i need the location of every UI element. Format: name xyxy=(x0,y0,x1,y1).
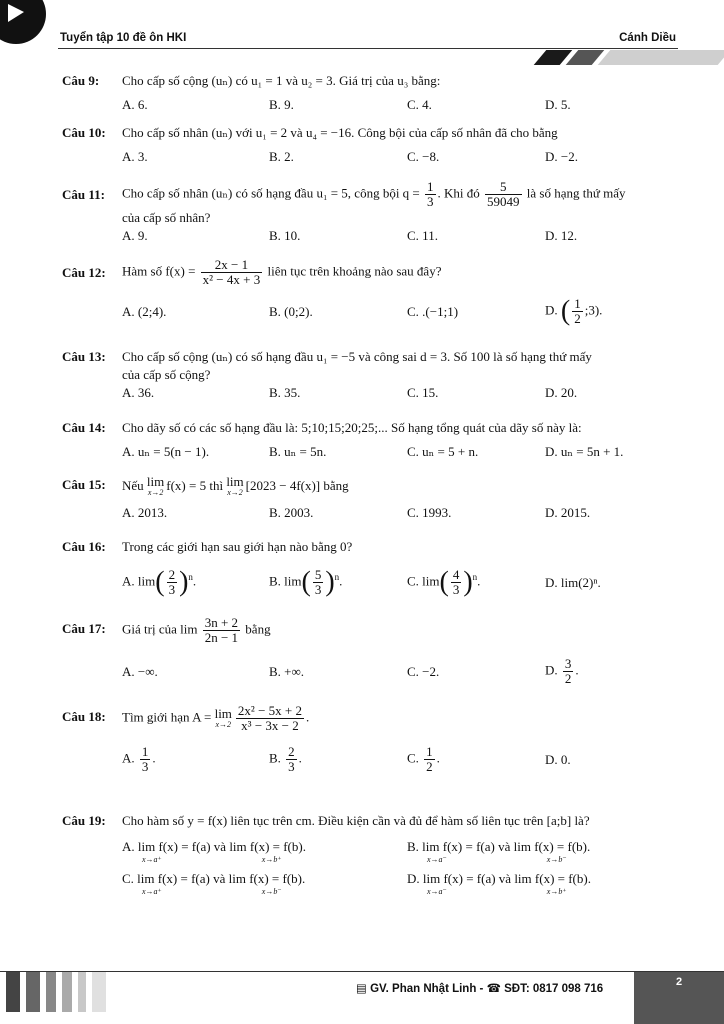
option-d[interactable]: D. −2. xyxy=(545,149,578,164)
option-c[interactable]: C. 15. xyxy=(407,385,439,400)
option-c[interactable]: C. lim( $\frac{4}{3}$ )$^n$. xyxy=(407,566,481,598)
question-text: Cho dãy số có các số hạng đầu là: 5;10;15;20;25;... Số hạng tổng quát của dãy số này là: xyxy=(122,420,582,435)
question-14: Câu 14: Cho dãy số có các số hạng đầu là: 5;10;15;20;25;... Số hạng tổng quát của dãy số này là: A. uₙ = 5(n − 1). B. uₙ = 5n. C. uₙ = 5 + n. D. uₙ = 5n + 1. xyxy=(62,419,684,461)
option-a[interactable]: A. lim( $\frac{2}{3}$ )$^n$. xyxy=(122,566,197,598)
option-a[interactable]: A. $\frac{1}{3}$ . xyxy=(122,744,156,774)
question-text: Cho cấp số nhân (uₙ) với u₁ = 2 và u₄ = −16. Công bội của cấp số nhân đã cho bằng xyxy=(122,125,558,140)
option-c[interactable]: C. 11. xyxy=(407,228,438,243)
option-a[interactable]: A. (2;4). xyxy=(122,304,167,319)
footer-contact: ▤ GV. Phan Nhật Linh - ☎ SĐT: 0817 098 716 xyxy=(356,983,604,995)
option-c[interactable]: C. −8. xyxy=(407,149,440,164)
question-13: Câu 13: Cho cấp số cộng (uₙ) có số hạng đầu u₁ = −5 và công sai d = 3. Số 100 là số hạng thứ mấy của cấp số cộng? A. 36. B. 35. C. 15. D. 20. xyxy=(62,348,684,402)
question-text: Trong các giới hạn sau giới hạn nào bằng 0? xyxy=(122,539,353,554)
header-series: Cánh Diều xyxy=(619,32,676,44)
question-text: Cho cấp số cộng (uₙ) có số hạng đầu u₁ = −5 và công sai d = 3. Số 100 là số hạng thứ mấy xyxy=(122,349,592,364)
question-text: Hàm số f(x) = $\frac{2x - 1}{\text{x² − 4x + 3}}$ liên tục trên khoảng nào sau đây? xyxy=(122,257,442,287)
question-text: Cho cấp số cộng (uₙ) có u₁ = 1 và u₂ = 3. Giá trị của u₃ bằng: xyxy=(122,73,441,88)
option-d[interactable]: D. 2015. xyxy=(545,505,591,520)
document-icon: ▤ xyxy=(356,983,367,995)
option-d[interactable]: D. 12. xyxy=(545,228,578,243)
option-b[interactable]: B. 2. xyxy=(269,149,294,164)
option-a[interactable]: A. −∞. xyxy=(122,664,158,679)
question-9: Câu 9: Cho cấp số cộng (uₙ) có u₁ = 1 và u₂ = 3. Giá trị của u₃ bằng: A. 6. B. 9. C. 4. D. 5. xyxy=(62,72,684,114)
option-c[interactable]: C. uₙ = 5 + n. xyxy=(407,444,479,459)
header-logo xyxy=(0,0,46,44)
question-18: Câu 18: Tìm giới hạn A = lim x→2 $\frac{\text{2x² − 5x + 2}}{\text{x³ − 3x − 2}}$ . A. $\frac{1}{3}$ . B. $\frac{2}{3}$ . C. $\frac{1}{2}$ . D. 0. xyxy=(62,704,684,773)
option-c[interactable]: C. lim f(x) = f(a) và lim f(x) = f(b). x→a⁺ x→b⁻ xyxy=(122,871,306,896)
option-b[interactable]: B. 35. xyxy=(269,385,301,400)
option-c[interactable]: C. −2. xyxy=(407,664,440,679)
option-d[interactable]: D. ( $\frac{1}{2}$ ;3). xyxy=(545,295,603,327)
question-text: Giá trị của lim $\frac{3n + 2}{2n - 1}$ bằng xyxy=(122,615,271,645)
option-d[interactable]: D. 0. xyxy=(545,752,571,767)
question-19: Câu 19: Cho hàm số y = f(x) liên tục trên cm. Điều kiện cần và đủ để hàm số liên tục trên [a;b] là? A. lim f(x) = f(a) và lim f(x) = f(b). x→a⁺ x→b⁺ B. lim f(x) = f(a) và lim f(x) = f(b). x→a⁻ x→b⁻ C. lim f(x) = f(a) và lim f(x) = f(b). x→a⁺ x→b⁻ D. lim f(x) = f(a) và lim f(x) = f(b). x→a⁻ x→b⁺ xyxy=(62,812,684,896)
logo-icon xyxy=(6,2,26,24)
header-title: Tuyển tập 10 đề ôn HKI xyxy=(60,32,187,44)
option-b[interactable]: B. 10. xyxy=(269,228,301,243)
option-b[interactable]: B. +∞. xyxy=(269,664,305,679)
page-number: 2 xyxy=(634,972,724,1024)
option-b[interactable]: B. lim( $\frac{5}{3}$ )$^n$. xyxy=(269,566,343,598)
question-17: Câu 17: Giá trị của lim $\frac{3n + 2}{2n - 1}$ bằng A. −∞. B. +∞. C. −2. D. $\frac{3}{2}$ . xyxy=(62,616,684,685)
footer-bars xyxy=(0,972,110,1012)
option-a[interactable]: A. lim f(x) = f(a) và lim f(x) = f(b). x→a⁺ x→b⁺ xyxy=(122,839,306,864)
option-a[interactable]: A. 36. xyxy=(122,385,155,400)
option-c[interactable]: C. $\frac{1}{2}$ . xyxy=(407,744,440,774)
option-d[interactable]: D. 20. xyxy=(545,385,578,400)
option-d[interactable]: D. lim f(x) = f(a) và lim f(x) = f(b). x→a⁻ x→b⁺ xyxy=(407,871,591,896)
option-b[interactable]: B. uₙ = 5n. xyxy=(269,444,327,459)
option-a[interactable]: A. 9. xyxy=(122,228,148,243)
option-b[interactable]: B. lim f(x) = f(a) và lim f(x) = f(b). x→a⁻ x→b⁻ xyxy=(407,839,591,864)
option-d[interactable]: D. uₙ = 5n + 1. xyxy=(545,444,624,459)
option-d[interactable]: D. $\frac{3}{2}$ . xyxy=(545,656,579,686)
option-b[interactable]: B. 9. xyxy=(269,97,294,112)
question-10: Câu 10: Cho cấp số nhân (uₙ) với u₁ = 2 và u₄ = −16. Công bội của cấp số nhân đã cho bằng A. 3. B. 2. C. −8. D. −2. xyxy=(62,124,684,166)
question-text: Tìm giới hạn A = lim x→2 $\frac{\text{2x² − 5x + 2}}{\text{x³ − 3x − 2}}$ . xyxy=(122,703,310,733)
question-12: Câu 12: Hàm số f(x) = $\frac{2x - 1}{\text{x² − 4x + 3}}$ liên tục trên khoảng nào sau đây? A. (2;4). B. (0;2). C. .(−1;1) D. ( $\frac{1}{2}$ ;3). xyxy=(62,258,684,325)
option-b[interactable]: B. (0;2). xyxy=(269,304,313,319)
question-11: Câu 11: Cho cấp số nhân (uₙ) có số hạng đầu u₁ = 5, công bội q = $\frac{1}{3}$ . Khi đó $\frac{5}{59049}$ là số hạng thứ mấy của cấp số nhân? A. 9. B. 10. C. 11. D. 12. xyxy=(62,180,684,245)
option-b[interactable]: B. $\frac{2}{3}$ . xyxy=(269,744,302,774)
question-16: Câu 16: Trong các giới hạn sau giới hạn nào bằng 0? A. lim( $\frac{2}{3}$ )$^n$. B. lim( $\frac{5}{3}$ )$^n$. C. lim( $\frac{4}{3}$ )$^n$. D. lim(2)ⁿ. xyxy=(62,538,684,598)
option-a[interactable]: A. 6. xyxy=(122,97,148,112)
question-text: Cho hàm số y = f(x) liên tục trên cm. Điều kiện cần và đủ để hàm số liên tục trên [a;b] là? xyxy=(122,813,590,828)
question-text: Cho cấp số nhân (uₙ) có số hạng đầu u₁ = 5, công bội q = $\frac{1}{3}$ . Khi đó $\frac{5}{59049}$ là số hạng thứ mấy xyxy=(122,179,626,209)
option-a[interactable]: A. uₙ = 5(n − 1). xyxy=(122,444,210,459)
header-stripes xyxy=(520,50,724,65)
header-divider xyxy=(58,48,678,49)
option-b[interactable]: B. 2003. xyxy=(269,505,314,520)
option-d[interactable]: D. lim(2)ⁿ. xyxy=(545,575,601,590)
option-c[interactable]: C. 4. xyxy=(407,97,432,112)
option-a[interactable]: A. 3. xyxy=(122,149,148,164)
question-15: Câu 15: Nếu lim x→2 f(x) = 5 thì lim x→2 [2023 − 4f(x)] bằng A. 2013. B. 2003. C. 1993. D. 2015. xyxy=(62,476,684,522)
question-text: Nếu lim x→2 f(x) = 5 thì lim x→2 [2023 − 4f(x)] bằng xyxy=(122,474,349,497)
option-c[interactable]: C. .(−1;1) xyxy=(407,304,459,319)
option-a[interactable]: A. 2013. xyxy=(122,505,168,520)
option-d[interactable]: D. 5. xyxy=(545,97,571,112)
option-c[interactable]: C. 1993. xyxy=(407,505,452,520)
